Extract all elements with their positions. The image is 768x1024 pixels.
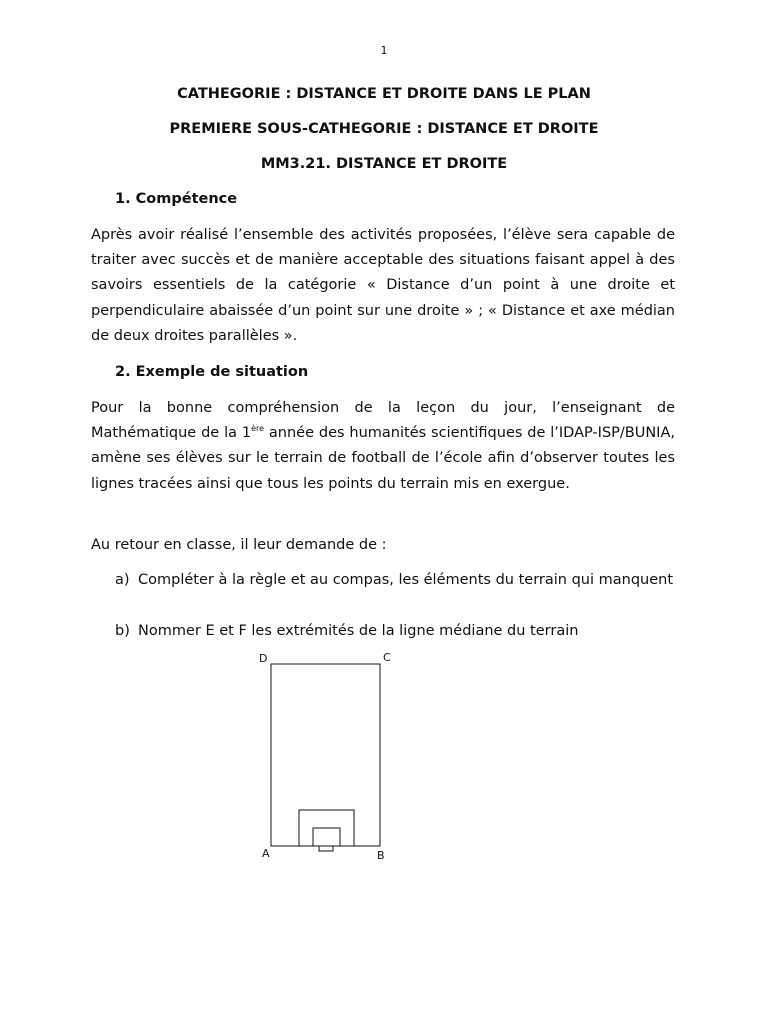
- goal-area: [313, 828, 340, 846]
- vertex-label-c: C: [383, 651, 391, 664]
- list-item-a: [115, 568, 675, 593]
- list-marker-a: a): [115, 572, 130, 588]
- field-outline: [271, 664, 380, 846]
- goal: [319, 846, 333, 851]
- situation-paragraph: [91, 396, 675, 497]
- situation-text-start: Pour la bonne compréhension de la leçon du jour, l’enseignant de Mathématique de la 1: [91, 400, 675, 442]
- ordinal-superscript: ère: [251, 424, 265, 434]
- vertex-label-d: D: [259, 652, 268, 665]
- list-item-b: [115, 619, 675, 644]
- vertex-label-a: A: [262, 847, 270, 860]
- lesson-heading: MM3.21. DISTANCE ET DROITE: [260, 156, 508, 172]
- situation-text-end: année des humanités scientifiques de l’IDAP-ISP/BUNIA, amène ses élèves sur le terrain de football de l’école afin d’observer toutes les lignes tracées ainsi que tous les points du terrain mis en exergue.: [91, 425, 675, 492]
- section-competence-title: 1. Compétence: [115, 191, 238, 207]
- list-text-b: Nommer E et F les extrémités de la ligne médiane du terrain: [138, 623, 579, 639]
- football-field-figure: [250, 648, 410, 868]
- list-text-a: Compléter à la règle et au compas, les éléments du terrain qui manquent: [138, 572, 674, 588]
- subcategory-heading: PREMIERE SOUS-CATHEGORIE : DISTANCE ET DROITE: [169, 121, 599, 137]
- page-number: 1: [380, 44, 388, 57]
- situation-intro: Au retour en classe, il leur demande de :: [91, 537, 387, 553]
- vertex-label-b: B: [377, 849, 385, 862]
- competence-paragraph: Après avoir réalisé l’ensemble des activités proposées, l’élève sera capable de traiter avec succès et de manière acceptable des situations faisant appel à des savoirs essentiels de la catégorie « Distance d’un point à une droite et perpendiculaire abaissée d’un point sur une droite » ; « Distance et axe médian de deux droites parallèles ».: [91, 227, 675, 344]
- section-situation-title: 2. Exemple de situation: [115, 364, 309, 380]
- category-heading: CATHEGORIE : DISTANCE ET DROITE DANS LE PLAN: [177, 86, 591, 102]
- list-marker-b: b): [115, 623, 130, 639]
